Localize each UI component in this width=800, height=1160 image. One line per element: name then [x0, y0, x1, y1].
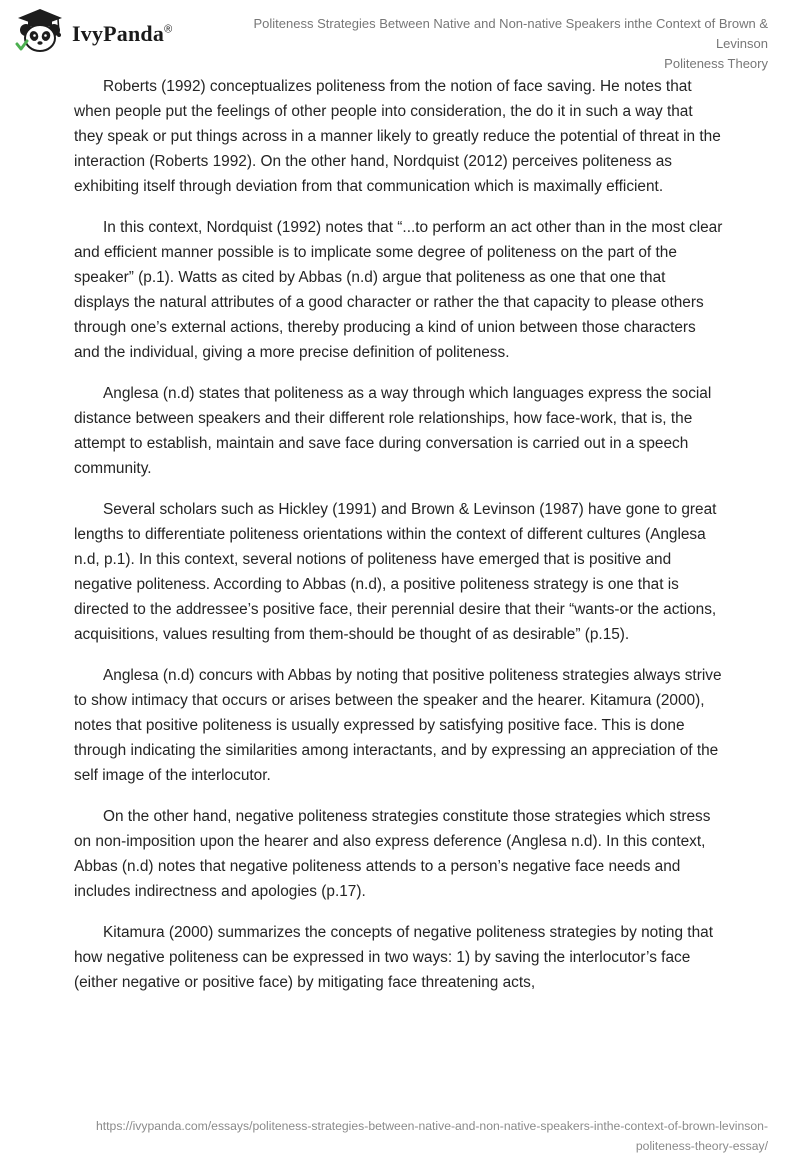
paragraph: On the other hand, negative politeness strategies constitute those strategies which stress on non-imposition upon the hearer and also express deference (Anglesa n.d). In this context, Abbas (n.d) notes that negative politeness attends to a person’s negative face needs and includes indirectness and apologies (p.17). [74, 808, 711, 900]
document-title [208, 14, 768, 74]
paragraph: Anglesa (n.d) concurs with Abbas by noting that positive politeness strategies always strive to show intimacy that occurs or arises between the speaker and the hearer. Kitamura (2000), notes that positive politeness is usually expressed by satisfying positive face. This is done through indicating the similarities among interactants, and by expressing an appreciation of the self image of the interlocutor. [74, 667, 722, 784]
paragraph: Kitamura (2000) summarizes the concepts of negative politeness strategies by noting that how negative politeness can be expressed in two ways: 1) by saving the interlocutor’s face (either negative or positive face) by mitigating face threatening acts, [74, 924, 713, 991]
panda-graduate-icon [14, 8, 66, 56]
source-url-line-1: https://ivypanda.com/essays/politeness-strategies-between-native-and-non-native-speakers-inthe-context-of-brown-levinson- [96, 1119, 768, 1133]
paragraph: In this context, Nordquist (1992) notes that “...to perform an act other than in the most clear and efficient manner possible is to implicate some degree of politeness on the part of the speaker” (p.1). Watts as cited by Abbas (n.d) argue that politeness as one that one that displays the natural attributes of a good character or rather the that capacity to please others through one’s external actions, thereby producing a kind of union between those characters and the individual, giving a more precise definition of politeness. [74, 219, 723, 361]
paragraph: Several scholars such as Hickley (1991) and Brown & Levinson (1987) have gone to great lengths to differentiate politeness orientations within the context of different cultures (Anglesa n.d, p.1). In this context, several notions of politeness have emerged that is positive and negative politeness. According to Abbas (n.d), a positive politeness strategy is one that is directed to the addressee’s positive face, their perennial desire that their “wants-or the actions, acquisitions, values resulting from them-should be thought of as desirable” (p.15). [74, 501, 717, 643]
essay-body [74, 74, 724, 1011]
page-header [0, 0, 800, 71]
document-title-line-1: Politeness Strategies Between Native and Non-native Speakers inthe Context of Brown & Levinson [253, 16, 768, 51]
paragraph: Roberts (1992) conceptualizes politeness from the notion of face saving. He notes that when people put the feelings of other people into consideration, the do it in such a way that they speak or put things across in a manner likely to greatly reduce the potential of threat in the interaction (Roberts 1992). On the other hand, Nordquist (2012) perceives politeness as exhibiting itself through deviation from that communication which is maximally efficient. [74, 78, 721, 195]
registered-mark: ® [164, 23, 173, 36]
ivypanda-logo[interactable] [14, 8, 204, 56]
paragraph: Anglesa (n.d) states that politeness as a way through which languages express the social distance between speakers and their different role relationships, how face-work, that is, the attempt to establish, maintain and save face during conversation is carried out in a speech community. [74, 385, 712, 477]
source-url-line-2: politeness-theory-essay/ [635, 1139, 768, 1153]
document-title-line-2: Politeness Theory [664, 56, 768, 71]
brand-name: IvyPanda® [72, 21, 173, 46]
source-url[interactable] [48, 1116, 768, 1156]
